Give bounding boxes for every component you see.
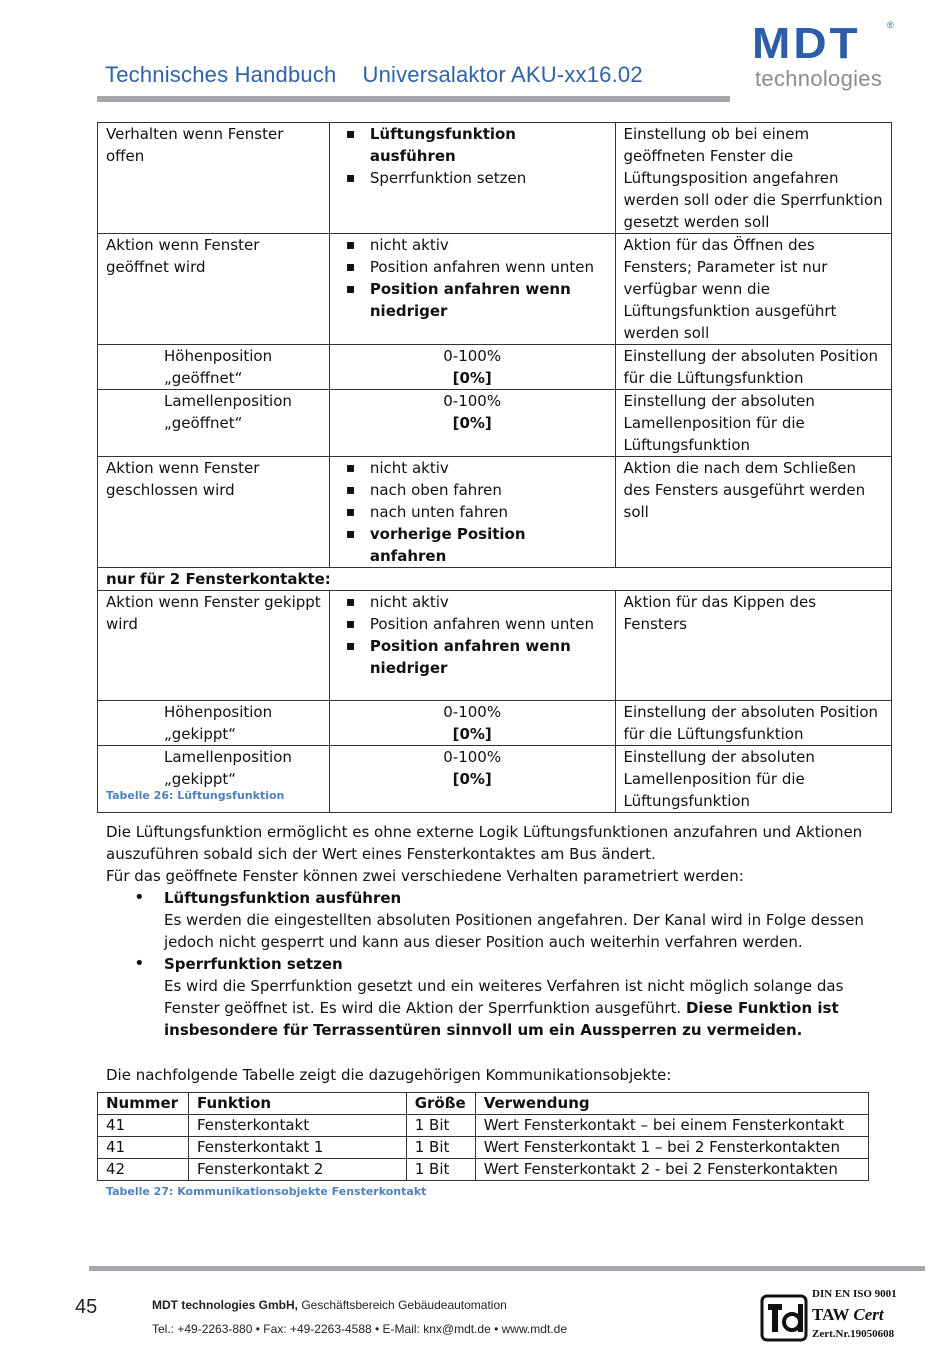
param-description: Einstellung der absoluten Position für die Lüftungsfunktion	[615, 701, 892, 746]
param-name: Aktion wenn Fenster geöffnet wird	[98, 234, 330, 345]
table-cell: 1 Bit	[406, 1115, 475, 1137]
header-divider	[97, 96, 730, 102]
param-range	[329, 345, 615, 390]
cert-standard: DIN EN ISO 9001	[812, 1288, 897, 1300]
option-item: ▪ Sperrfunktion setzen	[338, 167, 607, 189]
iso-certificate-badge	[760, 1288, 930, 1346]
parameter-table	[97, 122, 892, 813]
list-item	[106, 953, 896, 1041]
table-caption: Tabelle 27: Kommunikationsobjekte Fensterkontakt	[106, 1185, 427, 1198]
table-row	[98, 345, 892, 390]
default-value: [0%]	[452, 414, 492, 432]
param-name: Lamellenposition „geöffnet“	[98, 390, 330, 457]
company-division: Geschäftsbereich Gebäudeautomation	[298, 1298, 507, 1312]
table-row	[98, 591, 892, 701]
list-item	[106, 887, 896, 953]
taw-cert-icon	[760, 1292, 808, 1344]
option-item: ▪ vorherige Position anfahren	[338, 523, 607, 567]
table-row	[98, 1115, 869, 1137]
cert-word: Cert	[853, 1305, 884, 1324]
table-row	[98, 701, 892, 746]
param-description: Aktion für das Öffnen des Fensters; Parameter ist nur verfügbar wenn die Lüftungsfunktion ausgeführt werden soll	[615, 234, 892, 345]
bullet-title: • Lüftungsfunktion ausführen	[164, 889, 402, 907]
page-number: 45	[75, 1296, 98, 1318]
bullet-text: Es werden die eingestellten absoluten Positionen angefahren. Der Kanal wird in Folge dessen jedoch nicht gesperrt und kann aus dieser Position auch weiterhin verfahren werden.	[164, 911, 864, 951]
column-header: Funktion	[188, 1093, 406, 1115]
option-item: ▪ Position anfahren wenn niedriger	[338, 635, 607, 679]
table-cell: 42	[98, 1159, 189, 1181]
table-cell: 41	[98, 1137, 189, 1159]
range-value: 0-100%	[443, 703, 502, 721]
param-name: Höhenposition „geöffnet“	[98, 345, 330, 390]
option-item: ▪ Position anfahren wenn unten	[338, 256, 607, 278]
option-item: ▪ Lüftungsfunktion ausführen	[338, 123, 607, 167]
table-cell: Fensterkontakt 2	[188, 1159, 406, 1181]
param-description: Einstellung der absoluten Lamellenposition für die Lüftungsfunktion	[615, 390, 892, 457]
table-row	[98, 234, 892, 345]
table-cell: 1 Bit	[406, 1159, 475, 1181]
param-description: Aktion für das Kippen des Fensters	[615, 591, 892, 701]
bullet-list	[106, 887, 896, 1041]
manual-title: Technisches Handbuch	[105, 62, 337, 87]
param-description: Aktion die nach dem Schließen des Fensters ausgeführt werden soll	[615, 457, 892, 568]
param-options	[329, 123, 615, 234]
column-header: Größe	[406, 1093, 475, 1115]
paragraph: Die Lüftungsfunktion ermöglicht es ohne externe Logik Lüftungsfunktionen anzufahren und Aktionen auszuführen sobald sich der Wert eines Fensterkontaktes am Bus ändert.	[106, 823, 863, 863]
param-name: Aktion wenn Fenster geschlossen wird	[98, 457, 330, 568]
range-value: 0-100%	[443, 347, 502, 365]
paragraph: Die nachfolgende Tabelle zeigt die dazugehörigen Kommunikationsobjekte:	[106, 1066, 672, 1084]
footer-contact: Tel.: +49-2263-880 • Fax: +49-2263-4588 • E-Mail: knx@mdt.de • www.mdt.de	[152, 1322, 567, 1336]
param-description: Einstellung der absoluten Position für die Lüftungsfunktion	[615, 345, 892, 390]
param-name: Verhalten wenn Fenster offen	[98, 123, 330, 234]
bullet-text	[164, 975, 896, 1041]
company-name: MDT technologies GmbH,	[152, 1298, 299, 1312]
param-options	[329, 457, 615, 568]
table-row	[98, 390, 892, 457]
table-row	[98, 457, 892, 568]
section-heading: nur für 2 Fensterkontakte:	[98, 568, 892, 591]
param-description: Einstellung der absoluten Lamellenposition für die Lüftungsfunktion	[615, 746, 892, 813]
param-range	[329, 746, 615, 813]
table-row	[98, 123, 892, 234]
column-header: Verwendung	[475, 1093, 868, 1115]
section-row	[98, 568, 892, 591]
option-item: ▪ nicht aktiv	[338, 457, 607, 479]
footer-company	[152, 1298, 507, 1312]
cert-issuer	[812, 1305, 884, 1325]
table-cell: Fensterkontakt	[188, 1115, 406, 1137]
option-item: ▪ nach oben fahren	[338, 479, 607, 501]
option-item: ▪ nicht aktiv	[338, 234, 607, 256]
param-options	[329, 234, 615, 345]
table-caption: Tabelle 26: Lüftungsfunktion	[106, 789, 285, 802]
column-header: Nummer	[98, 1093, 189, 1115]
table-row	[98, 746, 892, 813]
table-header-row	[98, 1093, 869, 1115]
table-cell: Fensterkontakt 1	[188, 1137, 406, 1159]
bullet-text-bold: Diese Funktion ist insbesondere für Terrassentüren sinnvoll um ein Aussperren zu vermeiden.	[164, 999, 839, 1039]
table-cell: Wert Fensterkontakt – bei einem Fensterkontakt	[475, 1115, 868, 1137]
cert-number: Zert.Nr.19050608	[812, 1328, 895, 1340]
body-text	[106, 821, 896, 1041]
table-row	[98, 1159, 869, 1181]
table-row	[98, 1137, 869, 1159]
table-cell: Wert Fensterkontakt 2 - bei 2 Fensterkontakten	[475, 1159, 868, 1181]
cert-taw: TAW	[812, 1305, 850, 1324]
range-value: 0-100%	[443, 392, 502, 410]
footer-divider	[89, 1266, 925, 1271]
logo-mdt-text: MDT	[752, 18, 861, 68]
logo-technologies-text: technologies	[755, 66, 883, 91]
default-value: [0%]	[452, 369, 492, 387]
bullet-title: • Sperrfunktion setzen	[164, 955, 343, 973]
param-range	[329, 390, 615, 457]
logo-registered-mark: ®	[887, 20, 894, 30]
option-item: ▪ nicht aktiv	[338, 591, 607, 613]
param-name: Höhenposition „gekippt“	[98, 701, 330, 746]
param-range	[329, 701, 615, 746]
range-value: 0-100%	[443, 748, 502, 766]
bullet-text-regular: Es wird die Sperrfunktion gesetzt und ein weiteres Verfahren ist nicht möglich solange das Fenster geöffnet ist. Es wird die Aktion der Sperrfunktion ausgeführt.	[164, 977, 844, 1017]
mdt-logo	[752, 20, 897, 92]
default-value: [0%]	[452, 770, 492, 788]
table-cell: 1 Bit	[406, 1137, 475, 1159]
document-title	[105, 62, 643, 88]
option-item: ▪ nach unten fahren	[338, 501, 607, 523]
table-cell: Wert Fensterkontakt 1 – bei 2 Fensterkontakten	[475, 1137, 868, 1159]
paragraph: Für das geöffnete Fenster können zwei verschiedene Verhalten parametriert werden:	[106, 867, 744, 885]
default-value: [0%]	[452, 725, 492, 743]
product-title: Universalaktor AKU-xx16.02	[362, 62, 643, 87]
table-cell: 41	[98, 1115, 189, 1137]
param-name: Aktion wenn Fenster gekippt wird	[98, 591, 330, 701]
communication-objects-table	[97, 1092, 869, 1181]
param-description: Einstellung ob bei einem geöffneten Fenster die Lüftungsposition angefahren werden soll oder die Sperrfunktion gesetzt werden soll	[615, 123, 892, 234]
param-options	[329, 591, 615, 701]
param-name: Lamellenposition „gekippt“	[98, 746, 330, 813]
option-item: ▪ Position anfahren wenn niedriger	[338, 278, 607, 322]
option-item: ▪ Position anfahren wenn unten	[338, 613, 607, 635]
